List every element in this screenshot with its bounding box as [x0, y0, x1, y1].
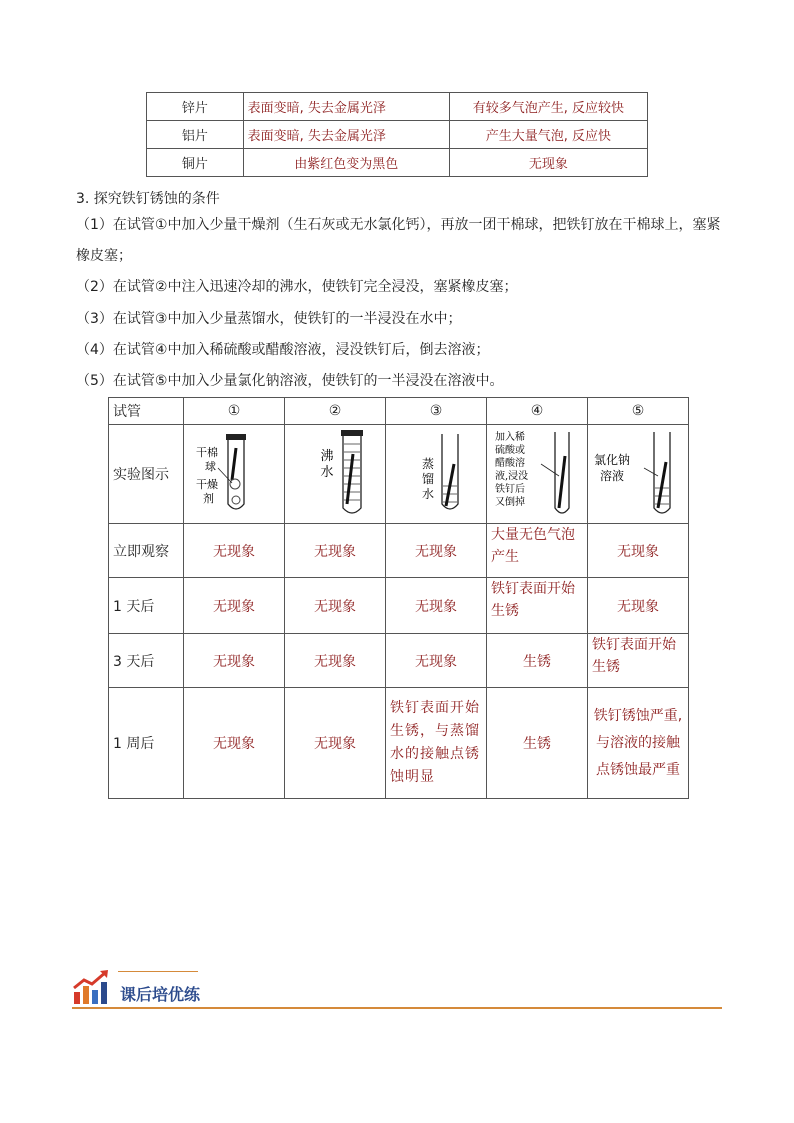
observation-cell: 铁钉表面开始生锈 [487, 578, 588, 634]
table-row [147, 93, 648, 121]
observation-cell: 生锈 [487, 688, 588, 799]
observation-cell: 无现象 [386, 634, 487, 688]
reaction-observation: 有较多气泡产生, 反应较快 [449, 93, 647, 121]
test-tube-3-icon [390, 428, 482, 520]
diagram-text: 溶液 [600, 469, 625, 483]
diagram-text: 水 [320, 465, 334, 480]
diagram-text: 干燥 [196, 478, 218, 491]
observation-cell: 无现象 [285, 688, 386, 799]
observation-cell: 无现象 [184, 524, 285, 578]
header-label: 试管 [109, 398, 184, 425]
diagram-text: 蒸 [421, 457, 435, 471]
footer-divider [72, 1007, 722, 1009]
observation-cell: 生锈 [487, 634, 588, 688]
step-5: （5）在试管⑤中加入少量氯化钠溶液，使铁钉的一半浸没在溶液中。 [76, 373, 504, 389]
table-header-row [109, 398, 689, 425]
footer-title: 课后培优练 [120, 985, 201, 1004]
metal-name: 铜片 [147, 149, 244, 177]
observation-cell: 铁钉表面开始生锈，与蒸馏水的接触点锈蚀明显 [386, 688, 487, 799]
diagram-text: 硫酸或 [495, 445, 525, 456]
tube-number: ② [285, 398, 386, 425]
table-row [147, 121, 648, 149]
step-3: （3）在试管③中加入少量蒸馏水，使铁钉的一半浸没在水中； [76, 311, 462, 327]
metal-name: 锌片 [147, 93, 244, 121]
table-row [109, 524, 689, 578]
diagram-text: 氯化钠 [594, 453, 631, 467]
row-label: 立即观察 [109, 524, 184, 578]
tube-number: ① [184, 398, 285, 425]
tube-number: ⑤ [588, 398, 689, 425]
test-tube-1-icon [188, 428, 280, 520]
observation-cell: 无现象 [184, 578, 285, 634]
diagram-text: 液,浸没 [495, 471, 529, 482]
tube-2-diagram [285, 425, 386, 524]
observation-cell: 无现象 [386, 578, 487, 634]
observation-cell: 无现象 [285, 578, 386, 634]
tube-number: ③ [386, 398, 487, 425]
diagram-text: 加入稀 [495, 432, 525, 443]
observation-cell: 无现象 [184, 688, 285, 799]
test-tube-2-icon [289, 428, 381, 520]
tube-4-diagram [487, 425, 588, 524]
diagram-text: 馏 [421, 472, 435, 486]
diagram-text: 铁钉后 [495, 484, 525, 495]
diagram-text: 醋酸溶 [495, 458, 525, 469]
growth-chart-icon [72, 968, 112, 1010]
observation-cell: 无现象 [285, 524, 386, 578]
step-1: （1）在试管①中加入少量干燥剂（生石灰或无水氯化钙），再放一团干棉球，把铁钉放在干棉球上，塞紧橡皮塞； [76, 217, 721, 264]
surface-observation: 表面变暗, 失去金属光泽 [243, 121, 449, 149]
section-title: 3. 探究铁钉锈蚀的条件 [76, 191, 220, 207]
table-row [109, 688, 689, 799]
tube-1-diagram [184, 425, 285, 524]
diagram-text: 剂 [203, 492, 214, 505]
observation-cell: 铁钉锈蚀严重,与溶液的接触点锈蚀最严重 [588, 688, 689, 799]
observation-cell: 无现象 [588, 524, 689, 578]
observation-cell: 铁钉表面开始生锈 [588, 634, 689, 688]
observation-cell: 大量无色气泡产生 [487, 524, 588, 578]
observation-cell: 无现象 [184, 634, 285, 688]
reaction-observation: 产生大量气泡, 反应快 [449, 121, 647, 149]
diagram-row [109, 425, 689, 524]
diagram-text: 又倒掉 [495, 497, 525, 508]
diagram-label: 实验图示 [109, 425, 184, 524]
surface-observation: 由紫红色变为黑色 [243, 149, 449, 177]
rust-experiment-table [108, 397, 689, 799]
test-tube-4-icon [491, 428, 583, 520]
diagram-text: 水 [421, 487, 435, 501]
tube-number: ④ [487, 398, 588, 425]
table-row [109, 634, 689, 688]
row-label: 1 周后 [109, 688, 184, 799]
table-row [109, 578, 689, 634]
surface-observation: 表面变暗, 失去金属光泽 [243, 93, 449, 121]
observation-cell: 无现象 [285, 634, 386, 688]
diagram-text: 干棉 [196, 446, 218, 459]
test-tube-5-icon [592, 428, 684, 520]
observation-cell: 无现象 [386, 524, 487, 578]
diagram-text: 球 [205, 460, 216, 473]
metal-reaction-table [146, 92, 648, 177]
metal-name: 铝片 [147, 121, 244, 149]
reaction-observation: 无现象 [449, 149, 647, 177]
tube-3-diagram [386, 425, 487, 524]
observation-cell: 无现象 [588, 578, 689, 634]
row-label: 3 天后 [109, 634, 184, 688]
step-2: （2）在试管②中注入迅速冷却的沸水，使铁钉完全浸没，塞紧橡皮塞； [76, 279, 518, 295]
step-4: （4）在试管④中加入稀硫酸或醋酸溶液，浸没铁钉后，倒去溶液； [76, 342, 490, 358]
stopper [226, 434, 246, 440]
row-label: 1 天后 [109, 578, 184, 634]
footer-accent-line [118, 971, 198, 972]
table-row [147, 149, 648, 177]
diagram-text: 沸 [320, 449, 334, 464]
tube-5-diagram [588, 425, 689, 524]
